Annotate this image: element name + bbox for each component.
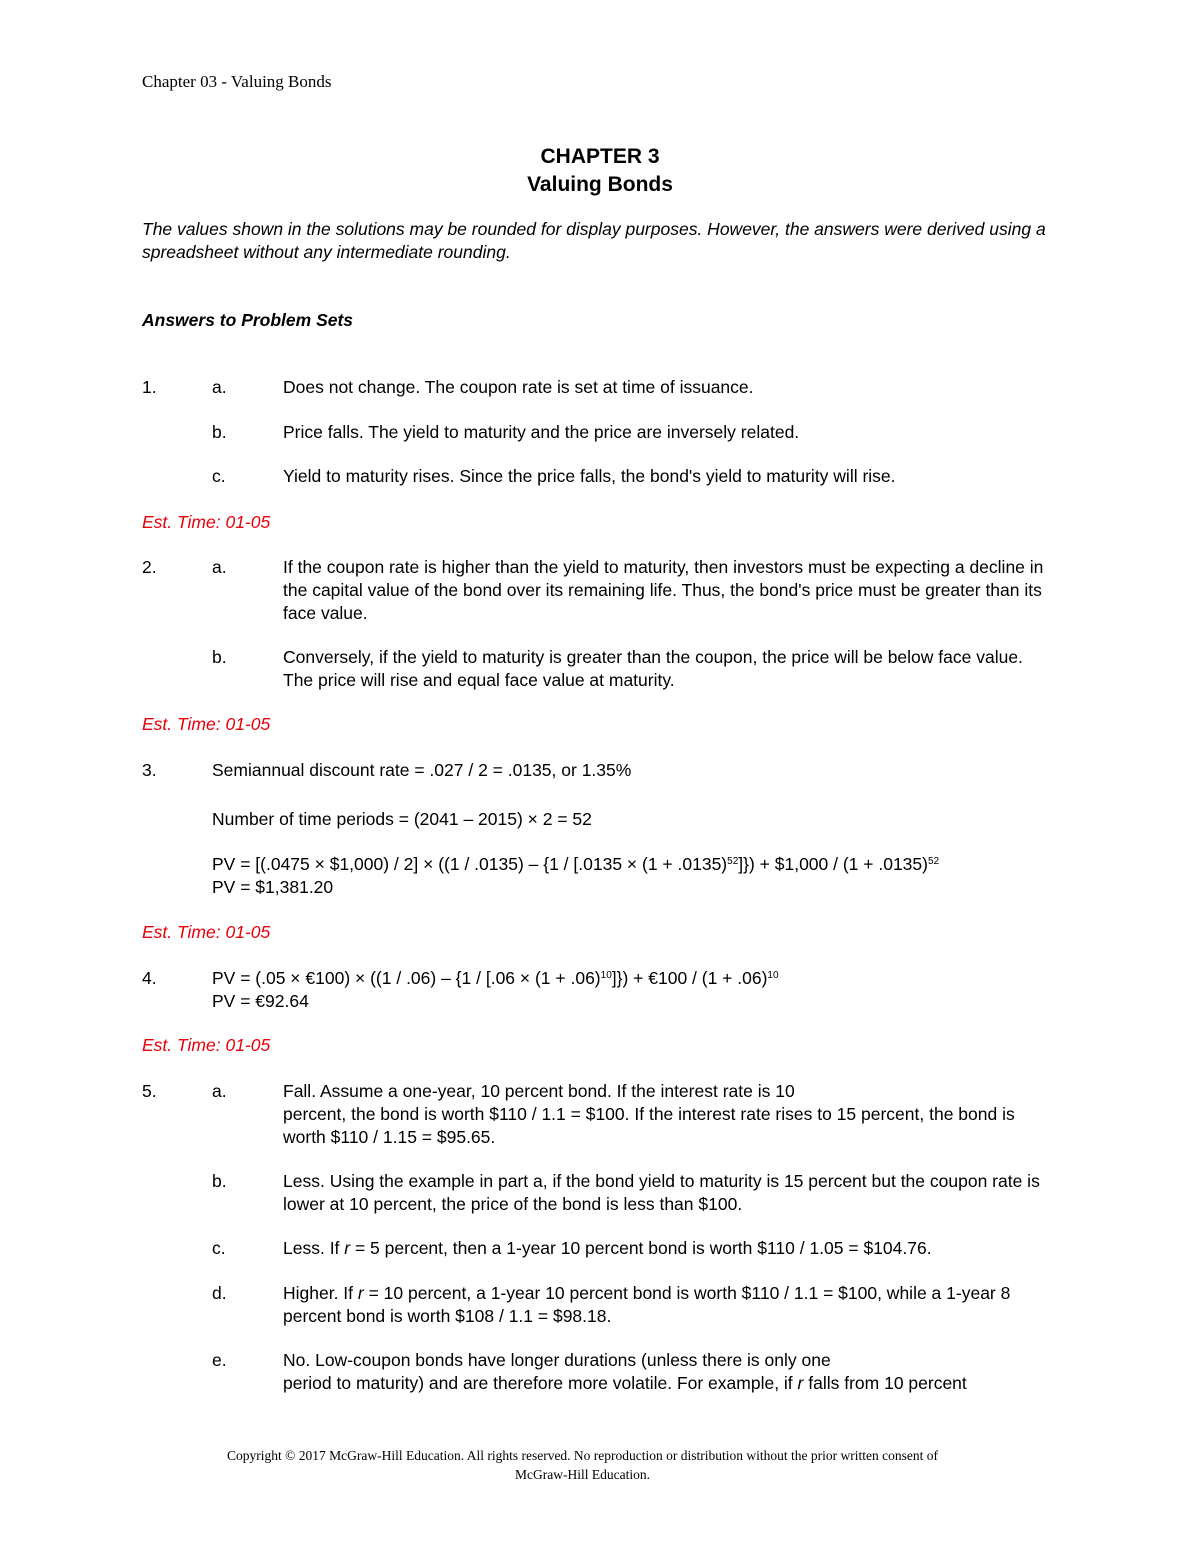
- problem-5e-line: [283, 1372, 1073, 1395]
- problem-5-number: 5.: [142, 1081, 157, 1101]
- problem-1-number: 1.: [142, 377, 157, 397]
- problem-3-pv-result: PV = $1,381.20: [212, 877, 334, 897]
- problem-5b-text: Less. Using the example in part a, if the bond yield to maturity is 15 percent but the coupon rate is lower at 10 percent, the price of the bond is less than $100.: [283, 1171, 1040, 1214]
- problem-5e-text: [283, 1349, 1073, 1395]
- problem-5d-label: d.: [212, 1283, 227, 1303]
- problem-1a-label: a.: [212, 377, 227, 397]
- problem-5c-text: [283, 1237, 1043, 1260]
- footer-line: Copyright © 2017 McGraw-Hill Education. All rights reserved. No reproduction or distribution without the prior written consent of: [226, 1448, 938, 1463]
- chapter-subtitle: Valuing Bonds: [527, 173, 673, 196]
- text-run: = 5 percent, then a 1-year 10 percent bond is worth $110 / 1.05 = $104.76.: [350, 1238, 932, 1258]
- text-run: = 10 percent, a 1-year 10 percent bond is worth $110 / 1.1 = $100, while a 1-year 8 percent bond is worth $108 / 1.1 = $98.18.: [283, 1283, 1011, 1326]
- exponent: 10: [600, 970, 612, 981]
- title-block: [0, 143, 1200, 199]
- problem-3-periods: Number of time periods = (2041 – 2015) × 2 = 52: [212, 809, 592, 829]
- variable-r: r: [344, 1238, 351, 1258]
- est-time-4: Est. Time: 01-05: [142, 1035, 271, 1055]
- intro-note: The values shown in the solutions may be rounded for display purposes. However, the answers were derived using a spreadsheet without any intermediate rounding.: [142, 219, 1046, 262]
- problem-5a-line: Fall. Assume a one-year, 10 percent bond. If the interest rate is 10: [283, 1081, 795, 1101]
- est-time-3: Est. Time: 01-05: [142, 922, 271, 942]
- variable-r: r: [797, 1373, 804, 1393]
- text-run: falls from 10 percent: [803, 1373, 967, 1393]
- problem-5b-label: b.: [212, 1171, 227, 1191]
- problem-4-pv-formula: [212, 967, 1062, 990]
- problem-5a-text: [283, 1080, 1043, 1149]
- problem-2b-text: Conversely, if the yield to maturity is greater than the coupon, the price will be below face value. The price will rise and equal face value at maturity.: [283, 647, 1023, 690]
- text-run: period to maturity) and are therefore more volatile. For example, if: [283, 1373, 798, 1393]
- problem-3-pv-formula: [212, 853, 1062, 876]
- pv-formula-part: ]}) + €100 / (1 + .06): [611, 968, 768, 988]
- problem-5c-label: c.: [212, 1238, 226, 1258]
- problem-1c-label: c.: [212, 466, 226, 486]
- problem-4-pv-result: PV = €92.64: [212, 991, 309, 1011]
- exponent: 52: [927, 856, 940, 867]
- problem-5e-label: e.: [212, 1350, 227, 1370]
- text-run: Less. If: [283, 1238, 345, 1258]
- est-time-1: Est. Time: 01-05: [142, 512, 271, 532]
- problem-2a-text: If the coupon rate is higher than the yield to maturity, then investors must be expecting a decline in the capital value of the bond over its remaining life. Thus, the bond's price must be greater than its face value.: [283, 557, 1044, 623]
- problem-5d-text: [283, 1282, 1053, 1328]
- pv-formula-part: PV = [(.0475 × $1,000) / 2] × ((1 / .0135) – {1 / [.0135 × (1 + .0135): [212, 854, 728, 874]
- problem-1a-text: Does not change. The coupon rate is set at time of issuance.: [283, 377, 754, 397]
- copyright-footer: [0, 1446, 1165, 1484]
- pv-formula-part: PV = (.05 × €100) × ((1 / .06) – {1 / [.06 × (1 + .06): [212, 968, 601, 988]
- problem-2a-label: a.: [212, 557, 227, 577]
- section-heading: Answers to Problem Sets: [142, 310, 354, 330]
- problem-3-number: 3.: [142, 760, 157, 780]
- est-time-2: Est. Time: 01-05: [142, 714, 271, 734]
- problem-2-number: 2.: [142, 557, 157, 577]
- footer-line: McGraw-Hill Education.: [515, 1467, 650, 1482]
- problem-3-discount-rate: Semiannual discount rate = .027 / 2 = .0135, or 1.35%: [212, 760, 632, 780]
- exponent: 52: [727, 856, 739, 867]
- pv-formula-part: ]}) + $1,000 / (1 + .0135): [738, 854, 928, 874]
- problem-2b-label: b.: [212, 647, 227, 667]
- problem-1c-text: Yield to maturity rises. Since the price falls, the bond's yield to maturity will rise.: [283, 466, 896, 486]
- chapter-title: CHAPTER 3: [540, 145, 660, 168]
- problem-5e-line: No. Low-coupon bonds have longer durations (unless there is only one: [283, 1350, 831, 1370]
- running-header: Chapter 03 - Valuing Bonds: [142, 72, 332, 91]
- problem-1b-label: b.: [212, 422, 227, 442]
- problem-5a-line: percent, the bond is worth $110 / 1.1 = $100. If the interest rate rises to 15 percent, the bond is worth $110 / 1.15 = $95.65.: [283, 1104, 1015, 1147]
- text-run: Higher. If: [283, 1283, 358, 1303]
- problem-4-number: 4.: [142, 968, 157, 988]
- problem-5a-label: a.: [212, 1081, 227, 1101]
- problem-1b-text: Price falls. The yield to maturity and the price are inversely related.: [283, 422, 800, 442]
- exponent: 10: [767, 970, 779, 981]
- variable-r: r: [357, 1283, 364, 1303]
